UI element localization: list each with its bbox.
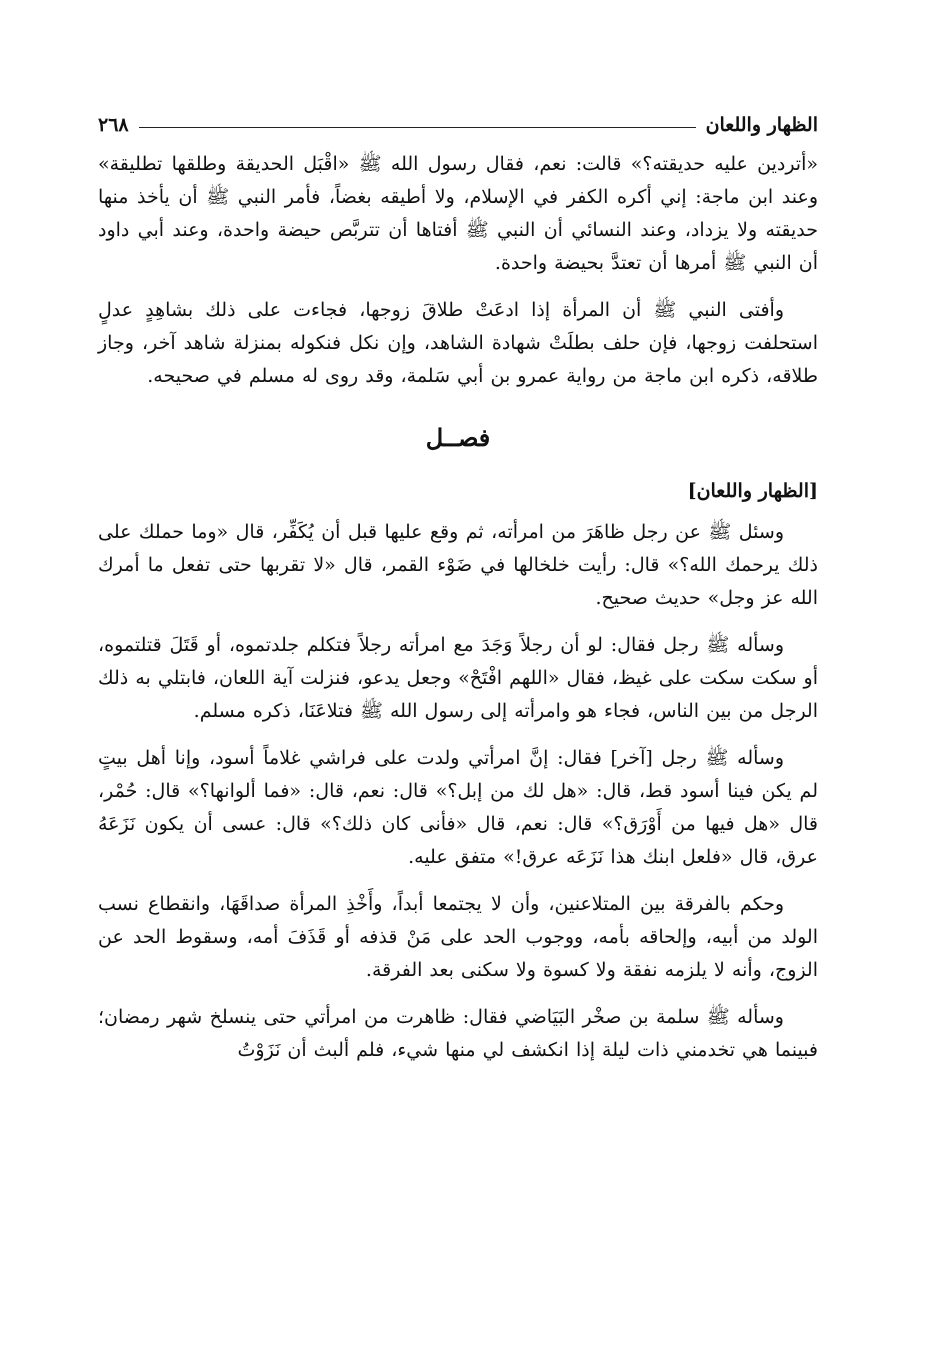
paragraph: وسأله ﷺ رجل [آخر] فقال: إنَّ امرأتي ولدت على فراشي غلاماً أسود، وإنا أهل بيتٍ لم يكن فينا أسود قط، قال: «هل لك من إبل؟» قال: نعم، قال: «فما ألوانها؟» قال: حُمْر، قال «هل فيها من أَوْرَق؟» قال: نعم، قال «فأنى كان ذلك؟» قال: عسى أن يكون نَزَعَهُ عرق، قال «فلعل ابنك هذا نَزَعَه عرق!» متفق عليه.	[98, 747, 818, 868]
paragraph: وسأله ﷺ رجل فقال: لو أن رجلاً وَجَدَ مع امرأته رجلاً فتكلم جلدتموه، أو قَتَلَ قتلتموه، أو سكت سكت على غيظ، فقال «اللهم افْتَحْ» وجعل يدعو، فنزلت آية اللعان، فابتلي به ذلك الرجل من بين الناس، فجاء هو وامرأته إلى رسول الله ﷺ فتلاعَنَا، ذكره مسلم.	[98, 634, 818, 722]
section-heading: فصــل	[425, 423, 491, 452]
running-header	[98, 100, 818, 136]
header-rule	[139, 127, 696, 128]
paragraph: «أتردين عليه حديقته؟» قالت: نعم، فقال رسول الله ﷺ «اقْبَل الحديقة وطلقها تطليقة» وعند ابن ماجة: إني أكره الكفر في الإسلام، ولا أطيقه بغضاً، فأمر النبي ﷺ أن يأخذ منها حديقته ولا يزداد، وعند النسائي أن النبي ﷺ أفتاها أن تتربَّص حيضة واحدة، وعند أبي داود أن النبي ﷺ أمرها أن تعتدَّ بحيضة واحدة.	[98, 153, 819, 274]
main-text	[98, 148, 818, 1067]
paragraph: وأفتى النبي ﷺ أن المرأة إذا ادعَتْ طلاقَ زوجها، فجاءت على ذلك بشاهِدٍ عدلٍ استحلفت زوجها، فإن حلف بطلَتْ شهادة الشاهد، وإن نكل فنكوله بمنزلة شاهد آخر، وجاز طلاقه، ذكره ابن ماجة من رواية عمرو بن أبي سَلمة، وقد روى له مسلم في صحيحه.	[98, 299, 818, 387]
paragraph: وسأله ﷺ سلمة بن صخْر البَيَاضي فقال: ظاهرت من امرأتي حتى ينسلخ شهر رمضان؛ فبينما هي تخدمني ذات ليلة إذا انكشف لي منها شيء، فلم ألبث أن نَزَوْتُ	[98, 1006, 818, 1061]
page-number: ٢٦٨	[98, 114, 129, 136]
paragraph: وحكم بالفرقة بين المتلاعنين، وأن لا يجتمعا أبداً، وأَخْذِ المرأة صداقَهَا، وانقطاع نسب الولد من أبيه، وإلحاقه بأمه، ووجوب الحد على مَنْ قذفه أو قَذَفَ أمه، وسقوط الحد عن الزوج، وأنه لا يلزمه نفقة ولا كسوة ولا سكنى بعد الفرقة.	[98, 893, 818, 981]
book-page	[98, 100, 818, 1081]
running-title: الظهار واللعان	[705, 114, 818, 136]
paragraph: وسئل ﷺ عن رجل ظاهَرَ من امرأته، ثم وقع عليها قبل أن يُكَفِّر، قال «وما حملك على ذلك يرحمك الله؟» قال: رأيت خلخالها في ضَوْء القمر، قال «لا تقربها حتى تفعل ما أمرك الله عز وجل» حديث صحيح.	[98, 521, 818, 609]
section-subheading: [الظهار واللعان]	[687, 480, 818, 502]
